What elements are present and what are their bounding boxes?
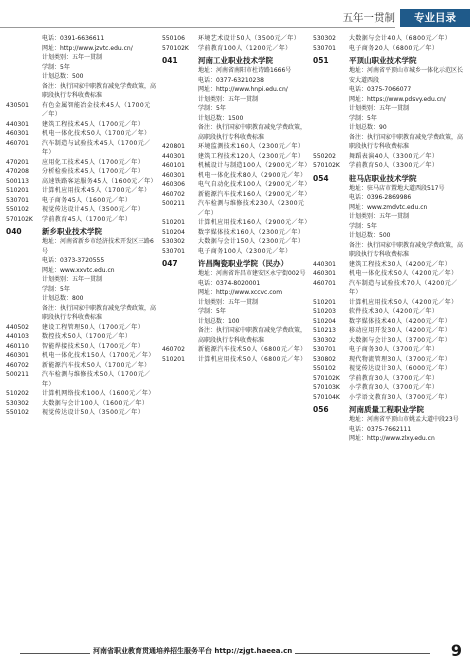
entry-text: 建筑工程技术45人（1700元／年）: [42, 120, 145, 128]
program-entry: [6, 196, 156, 206]
info-line: [313, 222, 463, 232]
entry-text: 河南工业职业技术学院: [198, 56, 273, 65]
program-entry: [6, 351, 156, 361]
entry-text: 网址：http://www.hnpi.edu.cn/: [198, 86, 288, 93]
info-line: [162, 66, 308, 76]
info-line: [313, 95, 463, 105]
info-line: [162, 85, 308, 95]
entry-code: 460301: [6, 352, 29, 359]
info-line: [162, 307, 308, 317]
entry-text: 视觉传达设计50人（3500元／年）: [42, 409, 145, 416]
entry-text: 学前教育100人（1200元／年）: [198, 44, 292, 52]
entry-text: 驻马店职业技术学院: [349, 173, 417, 183]
program-entry: [313, 326, 463, 336]
entry-code: 051: [313, 56, 329, 65]
info-line: [162, 298, 308, 308]
page-header: [0, 9, 470, 27]
info-line: [6, 53, 156, 63]
entry-text: 机电一体化技术80人（2900元／年）: [198, 171, 307, 179]
program-entry: [313, 161, 463, 171]
entry-text: 网址：https://www.pdsvy.edu.cn/: [349, 95, 446, 103]
entry-code: 440301: [162, 152, 185, 160]
program-entry: [162, 218, 311, 228]
school-heading: [6, 226, 156, 237]
section-title: 五年一贯制: [342, 12, 395, 24]
entry-text: 电话：0391-6636611: [42, 35, 105, 42]
entry-code: 460702: [162, 346, 185, 353]
program-entry: [6, 120, 156, 130]
entry-code: 530701: [313, 44, 336, 52]
info-line: [313, 104, 463, 114]
info-line: [6, 34, 156, 44]
entry-code: 500211: [6, 371, 29, 378]
entry-text: 学制：5年: [198, 308, 226, 315]
entry-code: 460101: [162, 162, 185, 169]
entry-text: 建筑工程技术120人（2300元／年）: [198, 152, 305, 160]
program-entry: [313, 336, 463, 346]
school-heading: [162, 258, 308, 269]
entry-text: 电话：0396-2869986: [349, 194, 412, 201]
entry-text: 网址：http://www.zlxy.edu.cn: [349, 435, 435, 442]
entry-text: 汽车制造与试验技术45人（1700元／年）: [42, 139, 151, 156]
entry-text: 新能源汽车技术160人（2900元／年）: [198, 190, 311, 198]
program-entry: [313, 152, 463, 162]
entry-text: 学前教育45人（1700元／年）: [42, 215, 132, 223]
entry-text: 学制：5年: [42, 63, 70, 71]
program-entry: [6, 177, 156, 187]
info-line: [6, 304, 156, 323]
info-line: [6, 72, 156, 82]
entry-code: 041: [162, 56, 178, 65]
entry-text: 备注：执行国家中职教育减免学费政策，高职段执行专科收费标准: [349, 133, 464, 150]
entry-text: 学前教育30人（3700元／年）: [349, 374, 439, 382]
entry-text: 计划类别：五年一贯制: [42, 54, 103, 61]
program-entry: [6, 332, 156, 342]
entry-text: 备注：执行国家中职教育减免学费政策，高职段执行专科收费标准: [42, 304, 157, 321]
entry-code: 570103K: [313, 384, 340, 391]
program-entry: [313, 279, 463, 298]
entry-text: 有色金属智能冶金技术45人（1700元／年）: [42, 101, 151, 118]
program-entry: [313, 345, 463, 355]
program-entry: [6, 129, 156, 139]
info-line: [313, 193, 463, 203]
info-line: [162, 288, 308, 298]
entry-text: 学制：5年: [42, 285, 70, 293]
entry-text: 地址：驻马店市置地大道西段517号: [349, 184, 445, 192]
program-entry: [6, 139, 156, 158]
entry-text: 计划总数：800: [42, 295, 84, 302]
entry-text: 新能源汽车技术50人（6800元／年）: [198, 346, 307, 353]
entry-text: 小学语文教育30人（3700元／年）: [349, 393, 452, 401]
entry-code: 470201: [6, 158, 29, 166]
info-line: [6, 275, 156, 285]
program-entry: [162, 152, 308, 162]
program-entry: [162, 355, 308, 365]
entry-code: 570102K: [162, 44, 189, 52]
entry-text: 大数据与会计40人（6800元／年）: [349, 35, 452, 42]
info-line: [313, 231, 463, 241]
entry-text: 建筑工程技术30人（4200元／年）: [349, 260, 452, 268]
info-line: [6, 82, 156, 101]
entry-text: 平顶山职业技术学院: [349, 56, 417, 65]
info-line: [162, 279, 308, 289]
entry-text: 应用化工技术45人（1700元／年）: [42, 158, 145, 166]
entry-text: 汽车检测与维修技术50人（1700元／年）: [42, 371, 151, 388]
entry-text: 视觉传达设计30人（6000元／年）: [349, 365, 452, 372]
program-entry: [313, 260, 463, 270]
entry-code: 550102: [6, 409, 29, 416]
program-entry: [313, 298, 463, 308]
program-entry: [162, 190, 311, 200]
program-entry: [6, 370, 156, 389]
info-line: [6, 294, 156, 304]
entry-code: 570102K: [313, 374, 340, 382]
program-entry: [162, 180, 311, 190]
info-line: [162, 269, 308, 279]
entry-text: 备注：执行国家中职教育减免学费政策，高职段执行专科收费标准: [42, 82, 157, 99]
entry-code: 570102K: [6, 215, 33, 223]
entry-code: 056: [313, 405, 329, 414]
entry-code: 054: [313, 173, 329, 183]
entry-text: 电话：0375-7662111: [349, 425, 412, 433]
entry-code: 530701: [313, 346, 336, 353]
entry-text: 备注：执行国家中职教育减免学费政策，高职段执行专科收费标准: [198, 124, 307, 141]
entry-text: 移动应用开发30人（4200元／年）: [349, 327, 452, 334]
entry-text: 大数据与会计150人（2300元／年）: [198, 238, 305, 245]
entry-code: 040: [6, 227, 22, 236]
entry-code: 530802: [313, 355, 336, 363]
info-line: [6, 266, 156, 276]
entry-code: 550106: [162, 35, 185, 42]
entry-code: 047: [162, 259, 178, 268]
program-entry: [6, 186, 156, 196]
entry-code: 570102K: [313, 162, 340, 169]
entry-text: 网址：www.xxvtc.edu.cn: [42, 266, 115, 274]
entry-text: 机电一体化技术50人（1700元／年）: [42, 130, 151, 137]
entry-code: 530302: [313, 336, 336, 344]
header-rule: [0, 27, 395, 28]
entry-text: 计划类别：五年一贯制: [198, 298, 259, 306]
program-entry: [6, 167, 156, 177]
info-line: [313, 66, 463, 85]
info-line: [313, 425, 463, 435]
entry-text: 数控技术50人（1700元／年）: [42, 333, 132, 340]
info-line: [162, 317, 308, 327]
info-line: [162, 114, 308, 124]
entry-code: 510202: [6, 390, 29, 397]
entry-text: 汽车制造与试验技术70人（4200元／年）: [349, 279, 458, 296]
info-line: [6, 63, 156, 73]
entry-code: 440301: [6, 120, 29, 128]
program-entry: [6, 205, 156, 215]
info-line: [313, 114, 463, 124]
entry-text: 网址：www.zmdvtc.edu.cn: [349, 203, 428, 211]
entry-code: 570104K: [313, 393, 340, 401]
info-line: [162, 76, 308, 86]
entry-text: 备注：执行国家中职教育减免学费政策，高职段执行专科收费标准: [198, 327, 307, 344]
school-heading: [313, 404, 463, 415]
entry-text: 数字媒体技术160人（2300元／年）: [198, 228, 305, 236]
program-entry: [162, 228, 308, 238]
entry-code: 550202: [313, 152, 336, 160]
program-entry: [313, 269, 463, 279]
entry-code: 460301: [6, 130, 29, 137]
info-line: [6, 237, 156, 256]
entry-code: 440103: [6, 333, 29, 340]
entry-code: 500211: [162, 200, 185, 207]
entry-text: 计划总数：500: [349, 232, 391, 239]
program-entry: [6, 342, 156, 352]
program-entry: [162, 44, 308, 54]
entry-text: 小学教育30人（3700元／年）: [349, 384, 439, 391]
program-entry: [162, 345, 308, 355]
entry-text: 环境艺术设计50人（3500元／年）: [198, 35, 301, 42]
entry-code: 460110: [6, 342, 29, 350]
entry-text: 地址：河南省许昌市建安区永宁街002号: [198, 270, 306, 277]
entry-code: 460701: [313, 279, 336, 287]
entry-text: 电话：0377-63210238: [198, 76, 264, 84]
info-line: [313, 184, 463, 194]
program-entry: [313, 393, 463, 403]
info-line: [313, 415, 463, 425]
entry-code: 440502: [6, 323, 29, 331]
entry-code: 510203: [313, 308, 336, 315]
entry-code: 430501: [6, 101, 29, 109]
entry-code: 510201: [6, 187, 29, 194]
entry-text: 地址：河南省新乡市经济技术开发区三路6号: [42, 238, 154, 255]
program-entry: [162, 171, 308, 181]
entry-text: 视觉传达设计45人（3500元／年）: [42, 206, 145, 213]
entry-code: 550102: [313, 365, 336, 372]
entry-code: 510201: [162, 219, 185, 226]
program-entry: [6, 101, 156, 120]
program-entry: [313, 307, 463, 317]
footer-text: 河南省职业教育贯通培养招生服务平台 http://zjgt.haeea.cn: [90, 646, 295, 656]
entry-text: 新能源汽车技术50人（1700元／年）: [42, 361, 151, 369]
entry-code: 470208: [6, 168, 29, 175]
entry-text: 学制：5年: [349, 114, 377, 122]
info-line: [313, 212, 463, 222]
entry-code: 460702: [6, 361, 29, 369]
entry-text: 大数据与会计100人（1600元／年）: [42, 399, 149, 407]
program-entry: [162, 161, 311, 171]
info-line: [313, 85, 463, 95]
entry-text: 软件技术30人（4200元／年）: [349, 308, 439, 315]
program-entry: [162, 142, 308, 152]
entry-text: 分析检验技术45人（1700元／年）: [42, 168, 145, 175]
info-line: [313, 133, 463, 152]
program-entry: [162, 199, 308, 218]
entry-text: 舞蹈表演40人（3300元／年）: [349, 152, 439, 160]
entry-text: 电话：0375-7066077: [349, 86, 412, 93]
entry-text: 建设工程管理50人（1700元／年）: [42, 323, 145, 331]
entry-text: 环境监测技术160人（2300元／年）: [198, 143, 305, 150]
entry-code: 530701: [162, 247, 185, 255]
program-entry: [162, 34, 308, 44]
entry-text: 电子商务45人（1600元／年）: [42, 196, 132, 204]
page-number: 9: [450, 641, 462, 660]
entry-text: 计划类别：五年一贯制: [198, 95, 259, 103]
program-entry: [313, 355, 463, 365]
program-entry: [313, 317, 463, 327]
entry-text: 河南质量工程职业学院: [349, 405, 424, 414]
entry-text: 计划总数：500: [42, 73, 84, 80]
column-left: [6, 34, 156, 418]
program-entry: [162, 247, 308, 257]
program-entry: [6, 323, 156, 333]
program-entry: [162, 237, 308, 247]
entry-text: 数字媒体技术40人（4200元／年）: [349, 317, 452, 325]
program-entry: [6, 389, 156, 399]
entry-code: 510201: [313, 298, 336, 306]
program-entry: [6, 215, 156, 225]
entry-code: 530302: [313, 35, 336, 42]
entry-text: 高速铁路客运服务45人（1600元／年）: [42, 177, 157, 185]
entry-text: 计划类别：五年一贯制: [349, 213, 410, 220]
entry-code: 530302: [162, 238, 185, 245]
program-entry: [313, 383, 463, 393]
entry-text: 大数据与会计30人（3700元／年）: [349, 336, 452, 344]
entry-text: 新乡职业技术学院: [42, 227, 102, 236]
program-entry: [313, 364, 463, 374]
info-line: [313, 203, 463, 213]
column-right: [313, 34, 463, 444]
column-middle: [162, 34, 311, 364]
entry-text: 备注：执行国家中职教育减免学费政策，高职段执行专科收费标准: [349, 241, 464, 258]
entry-text: 计划总数：90: [349, 124, 387, 131]
info-line: [313, 241, 463, 260]
page-footer: [0, 641, 470, 667]
entry-text: 电话：0373-3720555: [42, 257, 105, 264]
entry-code: 510201: [162, 355, 185, 363]
entry-code: 460701: [6, 139, 29, 147]
entry-code: 510204: [162, 228, 185, 236]
entry-code: 510204: [313, 317, 336, 325]
program-entry: [313, 44, 463, 54]
entry-text: 学前教育50人（3300元／年）: [349, 162, 439, 169]
entry-text: 计算机应用技术50人（4200元／年）: [349, 298, 458, 306]
entry-text: 汽车检测与维修技术230人（2300元／年）: [198, 200, 305, 217]
entry-text: 学制：5年: [198, 105, 226, 112]
entry-code: 460301: [313, 270, 336, 277]
entry-text: 电子商务100人（2300元／年）: [198, 247, 292, 255]
entry-code: 550102: [6, 206, 29, 213]
info-line: [6, 285, 156, 295]
info-line: [162, 123, 308, 142]
entry-text: 机电一体化技术150人（1700元／年）: [42, 352, 155, 359]
info-line: [6, 256, 156, 266]
entry-text: 智能焊接技术50人（1700元／年）: [42, 342, 145, 350]
info-line: [313, 434, 463, 444]
entry-code: 460306: [162, 181, 185, 188]
entry-text: 现代物流管理30人（3700元／年）: [349, 355, 452, 363]
entry-text: 电子商务30人（3700元／年）: [349, 346, 439, 353]
entry-text: 计算机网络技术100人（1600元／年）: [42, 390, 155, 397]
info-line: [162, 95, 308, 105]
entry-text: 电话：0374-8020001: [198, 279, 261, 287]
entry-text: 机械设计与制造100人（2900元／年）: [198, 162, 311, 169]
entry-code: 510213: [313, 327, 336, 334]
program-entry: [313, 374, 463, 384]
section-badge: 专业目录: [400, 9, 470, 27]
entry-code: 460301: [162, 171, 185, 179]
info-line: [313, 123, 463, 133]
entry-text: 地址：河南省南阳市杜诗路1666号: [198, 67, 292, 74]
info-line: [162, 104, 308, 114]
entry-text: 计划类别：五年一贯制: [349, 105, 410, 112]
school-heading: [313, 55, 463, 66]
program-entry: [6, 158, 156, 168]
entry-text: 计算机应用技术160人（2900元／年）: [198, 219, 311, 226]
entry-text: 计算机应用技术45人（1700元／年）: [42, 187, 151, 194]
program-entry: [6, 408, 156, 418]
entry-text: 计划总数：1500: [198, 114, 244, 122]
program-entry: [313, 34, 463, 44]
entry-code: 530701: [6, 196, 29, 204]
entry-text: 机电一体化技术50人（4200元／年）: [349, 270, 458, 277]
info-line: [6, 44, 156, 54]
entry-code: 440301: [313, 260, 336, 268]
entry-text: 电气自动化技术100人（2900元／年）: [198, 181, 311, 188]
entry-text: 网址：http://www.jzvtc.edu.cn/: [42, 44, 133, 52]
entry-text: 计划总数：100: [198, 317, 240, 325]
entry-code: 500113: [6, 177, 29, 185]
school-heading: [162, 55, 308, 66]
entry-code: 530302: [6, 399, 29, 407]
entry-code: 420801: [162, 143, 185, 150]
school-heading: [313, 173, 463, 184]
entry-text: 许昌陶瓷职业学院（民办）: [198, 259, 288, 268]
entry-text: 地址：河南省平顶山市姚孟大道中段23号: [349, 416, 459, 423]
info-line: [162, 326, 308, 345]
entry-text: 网址：http://www.xccvc.com: [198, 289, 283, 296]
program-entry: [6, 399, 156, 409]
entry-text: 地址：河南省平顶山市城乡一体化示范区长安大道西段: [349, 67, 464, 84]
entry-text: 电子商务20人（6800元／年）: [349, 44, 439, 52]
entry-code: 460702: [162, 190, 185, 198]
program-entry: [6, 361, 156, 371]
entry-text: 计划类别：五年一贯制: [42, 276, 103, 283]
entry-text: 计算机应用技术50人（6800元／年）: [198, 355, 307, 363]
entry-text: 学制：5年: [349, 222, 377, 230]
